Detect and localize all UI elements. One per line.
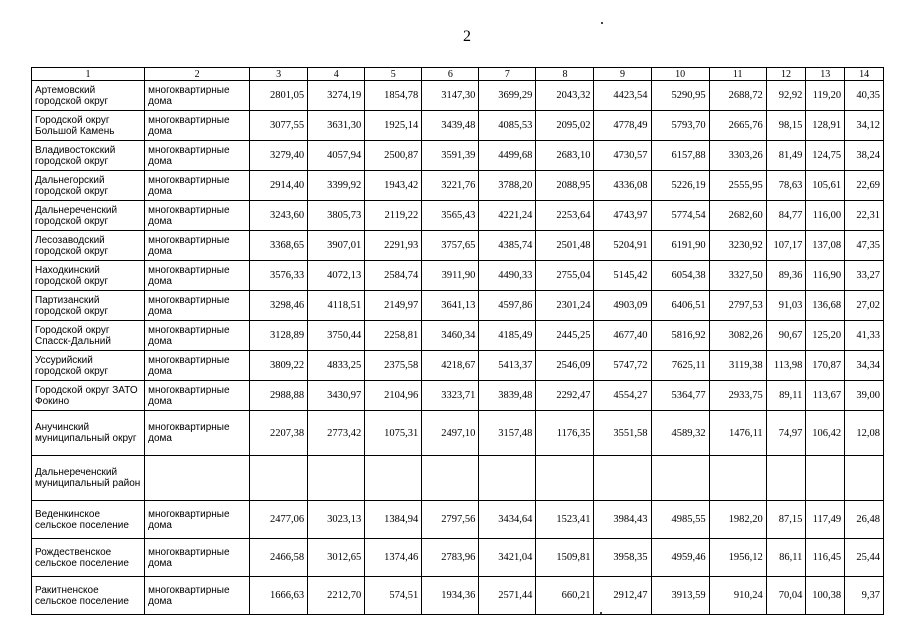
table-row <box>32 171 884 201</box>
value-cell-col-13: 116,45 <box>806 539 845 577</box>
value-cell-col-9: 5747,72 <box>594 351 651 381</box>
value-cell-col-6: 1934,36 <box>422 577 479 615</box>
value-cell-col-10: 4959,46 <box>651 539 709 577</box>
value-cell-col-14: 9,37 <box>845 577 884 615</box>
value-cell-col-6: 3147,30 <box>422 81 479 111</box>
value-cell-col-7: 4490,33 <box>479 261 536 291</box>
value-cell-col-5: 1943,42 <box>365 171 422 201</box>
value-cell-col-6: 3221,76 <box>422 171 479 201</box>
value-cell-col-11: 3119,38 <box>709 351 766 381</box>
housing-type: многоквартирные дома <box>145 111 250 141</box>
housing-type <box>145 456 250 501</box>
value-cell-col-3: 3243,60 <box>250 201 308 231</box>
value-cell-col-4: 2212,70 <box>308 577 365 615</box>
value-cell-col-9 <box>594 456 651 501</box>
value-cell-col-3: 2466,58 <box>250 539 308 577</box>
value-cell-col-10: 6406,51 <box>651 291 709 321</box>
value-cell-col-14: 25,44 <box>845 539 884 577</box>
table-row <box>32 577 884 615</box>
value-cell-col-11: 1982,20 <box>709 501 766 539</box>
housing-type: многоквартирные дома <box>145 291 250 321</box>
value-cell-col-4: 3750,44 <box>308 321 365 351</box>
value-cell-col-9: 4677,40 <box>594 321 651 351</box>
value-cell-col-8: 2301,24 <box>536 291 594 321</box>
municipality-name: Владивостокский городской округ <box>32 141 145 171</box>
municipality-name: Городской округ ЗАТО Фокино <box>32 381 145 411</box>
value-cell-col-10: 5364,77 <box>651 381 709 411</box>
value-cell-col-10 <box>651 456 709 501</box>
value-cell-col-3: 2914,40 <box>250 171 308 201</box>
value-cell-col-14: 22,31 <box>845 201 884 231</box>
table-row <box>32 231 884 261</box>
value-cell-col-4: 4833,25 <box>308 351 365 381</box>
value-cell-col-12: 70,04 <box>766 577 806 615</box>
value-cell-col-4: 3430,97 <box>308 381 365 411</box>
table-row <box>32 411 884 456</box>
value-cell-col-3: 3298,46 <box>250 291 308 321</box>
value-cell-col-6: 4218,67 <box>422 351 479 381</box>
municipality-name: Веденкинское сельское поселение <box>32 501 145 539</box>
tariff-table <box>31 67 884 615</box>
value-cell-col-4: 3399,92 <box>308 171 365 201</box>
value-cell-col-4: 3023,13 <box>308 501 365 539</box>
value-cell-col-4: 4072,13 <box>308 261 365 291</box>
housing-type: многоквартирные дома <box>145 577 250 615</box>
value-cell-col-9: 2912,47 <box>594 577 651 615</box>
housing-type: многоквартирные дома <box>145 81 250 111</box>
column-header-8: 8 <box>536 68 594 81</box>
value-cell-col-9: 4743,97 <box>594 201 651 231</box>
municipality-name: Лесозаводский городской округ <box>32 231 145 261</box>
table-row <box>32 201 884 231</box>
value-cell-col-12: 87,15 <box>766 501 806 539</box>
value-cell-col-14: 26,48 <box>845 501 884 539</box>
housing-type: многоквартирные дома <box>145 539 250 577</box>
value-cell-col-9: 5145,42 <box>594 261 651 291</box>
value-cell-col-3: 2477,06 <box>250 501 308 539</box>
value-cell-col-6: 3757,65 <box>422 231 479 261</box>
table-row <box>32 261 884 291</box>
value-cell-col-13: 170,87 <box>806 351 845 381</box>
value-cell-col-10: 5774,54 <box>651 201 709 231</box>
value-cell-col-6: 3565,43 <box>422 201 479 231</box>
column-header-2: 2 <box>145 68 250 81</box>
value-cell-col-14: 40,35 <box>845 81 884 111</box>
value-cell-col-10: 6191,90 <box>651 231 709 261</box>
value-cell-col-7: 3788,20 <box>479 171 536 201</box>
value-cell-col-4 <box>308 456 365 501</box>
value-cell-col-3: 2801,05 <box>250 81 308 111</box>
value-cell-col-6 <box>422 456 479 501</box>
value-cell-col-7: 3839,48 <box>479 381 536 411</box>
value-cell-col-3 <box>250 456 308 501</box>
housing-type: многоквартирные дома <box>145 141 250 171</box>
table-row <box>32 291 884 321</box>
value-cell-col-11: 2555,95 <box>709 171 766 201</box>
column-header-11: 11 <box>709 68 766 81</box>
value-cell-col-8: 2501,48 <box>536 231 594 261</box>
value-cell-col-13 <box>806 456 845 501</box>
value-cell-col-13: 100,38 <box>806 577 845 615</box>
value-cell-col-8: 1176,35 <box>536 411 594 456</box>
value-cell-col-10: 5793,70 <box>651 111 709 141</box>
table-row <box>32 81 884 111</box>
value-cell-col-11: 1476,11 <box>709 411 766 456</box>
value-cell-col-6: 3591,39 <box>422 141 479 171</box>
value-cell-col-10: 6054,38 <box>651 261 709 291</box>
value-cell-col-6: 3641,13 <box>422 291 479 321</box>
column-header-6: 6 <box>422 68 479 81</box>
table-row <box>32 381 884 411</box>
page-number: 2 <box>463 28 471 45</box>
value-cell-col-12: 98,15 <box>766 111 806 141</box>
value-cell-col-7: 5413,37 <box>479 351 536 381</box>
value-cell-col-8: 1523,41 <box>536 501 594 539</box>
value-cell-col-9: 4778,49 <box>594 111 651 141</box>
value-cell-col-11: 3327,50 <box>709 261 766 291</box>
value-cell-col-14: 38,24 <box>845 141 884 171</box>
table-row <box>32 111 884 141</box>
table-row <box>32 501 884 539</box>
value-cell-col-7: 3421,04 <box>479 539 536 577</box>
table-row <box>32 539 884 577</box>
housing-type: многоквартирные дома <box>145 381 250 411</box>
value-cell-col-12: 113,98 <box>766 351 806 381</box>
value-cell-col-5: 1384,94 <box>365 501 422 539</box>
value-cell-col-11: 2688,72 <box>709 81 766 111</box>
value-cell-col-3: 2988,88 <box>250 381 308 411</box>
municipality-name: Уссурийский городской округ <box>32 351 145 381</box>
value-cell-col-14: 47,35 <box>845 231 884 261</box>
municipality-name: Дальнегорский городской округ <box>32 171 145 201</box>
municipality-name: Рождественское сельское поселение <box>32 539 145 577</box>
value-cell-col-13: 117,49 <box>806 501 845 539</box>
value-cell-col-5: 2584,74 <box>365 261 422 291</box>
value-cell-col-7: 4221,24 <box>479 201 536 231</box>
value-cell-col-14: 27,02 <box>845 291 884 321</box>
value-cell-col-12: 89,36 <box>766 261 806 291</box>
value-cell-col-5: 1075,31 <box>365 411 422 456</box>
value-cell-col-9: 4423,54 <box>594 81 651 111</box>
table-row <box>32 351 884 381</box>
value-cell-col-13: 128,91 <box>806 111 845 141</box>
value-cell-col-12: 78,63 <box>766 171 806 201</box>
value-cell-col-3: 3279,40 <box>250 141 308 171</box>
value-cell-col-13: 116,00 <box>806 201 845 231</box>
value-cell-col-9: 4336,08 <box>594 171 651 201</box>
value-cell-col-12: 84,77 <box>766 201 806 231</box>
value-cell-col-4: 3274,19 <box>308 81 365 111</box>
value-cell-col-12: 89,11 <box>766 381 806 411</box>
column-header-7: 7 <box>479 68 536 81</box>
value-cell-col-13: 106,42 <box>806 411 845 456</box>
value-cell-col-9: 4730,57 <box>594 141 651 171</box>
value-cell-col-4: 3631,30 <box>308 111 365 141</box>
housing-type: многоквартирные дома <box>145 501 250 539</box>
housing-type: многоквартирные дома <box>145 261 250 291</box>
scan-speck <box>601 22 603 24</box>
value-cell-col-11: 3230,92 <box>709 231 766 261</box>
table-body <box>32 81 884 615</box>
value-cell-col-8: 2683,10 <box>536 141 594 171</box>
value-cell-col-4: 3012,65 <box>308 539 365 577</box>
value-cell-col-14: 22,69 <box>845 171 884 201</box>
value-cell-col-13: 124,75 <box>806 141 845 171</box>
value-cell-col-3: 2207,38 <box>250 411 308 456</box>
value-cell-col-11: 2933,75 <box>709 381 766 411</box>
value-cell-col-14: 41,33 <box>845 321 884 351</box>
housing-type: многоквартирные дома <box>145 411 250 456</box>
municipality-name: Партизанский городской округ <box>32 291 145 321</box>
column-header-13: 13 <box>806 68 845 81</box>
value-cell-col-14 <box>845 456 884 501</box>
value-cell-col-10: 5226,19 <box>651 171 709 201</box>
municipality-name: Артемовский городской округ <box>32 81 145 111</box>
value-cell-col-12 <box>766 456 806 501</box>
value-cell-col-3: 1666,63 <box>250 577 308 615</box>
column-header-10: 10 <box>651 68 709 81</box>
value-cell-col-6: 2783,96 <box>422 539 479 577</box>
value-cell-col-7: 2571,44 <box>479 577 536 615</box>
value-cell-col-6: 3460,34 <box>422 321 479 351</box>
value-cell-col-14: 12,08 <box>845 411 884 456</box>
table-row <box>32 456 884 501</box>
value-cell-col-8: 2445,25 <box>536 321 594 351</box>
value-cell-col-10: 4589,32 <box>651 411 709 456</box>
value-cell-col-6: 2797,56 <box>422 501 479 539</box>
value-cell-col-6: 3911,90 <box>422 261 479 291</box>
table-row <box>32 321 884 351</box>
value-cell-col-12: 86,11 <box>766 539 806 577</box>
value-cell-col-7: 4597,86 <box>479 291 536 321</box>
value-cell-col-12: 74,97 <box>766 411 806 456</box>
value-cell-col-3: 3368,65 <box>250 231 308 261</box>
housing-type: многоквартирные дома <box>145 321 250 351</box>
column-header-9: 9 <box>594 68 651 81</box>
value-cell-col-7: 3157,48 <box>479 411 536 456</box>
value-cell-col-3: 3128,89 <box>250 321 308 351</box>
value-cell-col-5: 1374,46 <box>365 539 422 577</box>
value-cell-col-5: 1854,78 <box>365 81 422 111</box>
value-cell-col-11 <box>709 456 766 501</box>
value-cell-col-8: 2755,04 <box>536 261 594 291</box>
value-cell-col-14: 34,34 <box>845 351 884 381</box>
value-cell-col-9: 4554,27 <box>594 381 651 411</box>
value-cell-col-4: 3805,73 <box>308 201 365 231</box>
value-cell-col-8 <box>536 456 594 501</box>
municipality-name: Городской округ Большой Камень <box>32 111 145 141</box>
value-cell-col-10: 6157,88 <box>651 141 709 171</box>
value-cell-col-13: 116,90 <box>806 261 845 291</box>
value-cell-col-5: 574,51 <box>365 577 422 615</box>
value-cell-col-4: 4057,94 <box>308 141 365 171</box>
value-cell-col-6: 3439,48 <box>422 111 479 141</box>
column-header-1: 1 <box>32 68 145 81</box>
housing-type: многоквартирные дома <box>145 201 250 231</box>
table-row <box>32 141 884 171</box>
column-header-14: 14 <box>845 68 884 81</box>
value-cell-col-8: 2546,09 <box>536 351 594 381</box>
value-cell-col-11: 2797,53 <box>709 291 766 321</box>
value-cell-col-4: 4118,51 <box>308 291 365 321</box>
municipality-name: Анучинский муниципальный округ <box>32 411 145 456</box>
value-cell-col-8: 2253,64 <box>536 201 594 231</box>
value-cell-col-13: 137,08 <box>806 231 845 261</box>
value-cell-col-9: 5204,91 <box>594 231 651 261</box>
value-cell-col-13: 125,20 <box>806 321 845 351</box>
value-cell-col-11: 2682,60 <box>709 201 766 231</box>
column-header-3: 3 <box>250 68 308 81</box>
value-cell-col-4: 3907,01 <box>308 231 365 261</box>
value-cell-col-10: 7625,11 <box>651 351 709 381</box>
value-cell-col-3: 3809,22 <box>250 351 308 381</box>
municipality-name: Находкинский городской округ <box>32 261 145 291</box>
value-cell-col-8: 2088,95 <box>536 171 594 201</box>
value-cell-col-12: 107,17 <box>766 231 806 261</box>
value-cell-col-6: 2497,10 <box>422 411 479 456</box>
value-cell-col-7: 4185,49 <box>479 321 536 351</box>
value-cell-col-7 <box>479 456 536 501</box>
value-cell-col-11: 3082,26 <box>709 321 766 351</box>
value-cell-col-14: 34,12 <box>845 111 884 141</box>
value-cell-col-9: 3551,58 <box>594 411 651 456</box>
value-cell-col-11: 910,24 <box>709 577 766 615</box>
value-cell-col-7: 4499,68 <box>479 141 536 171</box>
value-cell-col-13: 136,68 <box>806 291 845 321</box>
value-cell-col-9: 3984,43 <box>594 501 651 539</box>
value-cell-col-7: 3434,64 <box>479 501 536 539</box>
housing-type: многоквартирные дома <box>145 351 250 381</box>
value-cell-col-7: 3699,29 <box>479 81 536 111</box>
column-header-12: 12 <box>766 68 806 81</box>
value-cell-col-11: 2665,76 <box>709 111 766 141</box>
value-cell-col-7: 4385,74 <box>479 231 536 261</box>
value-cell-col-5: 2104,96 <box>365 381 422 411</box>
value-cell-col-14: 39,00 <box>845 381 884 411</box>
value-cell-col-8: 2043,32 <box>536 81 594 111</box>
value-cell-col-11: 1956,12 <box>709 539 766 577</box>
municipality-name: Городской округ Спасск-Дальний <box>32 321 145 351</box>
value-cell-col-6: 3323,71 <box>422 381 479 411</box>
value-cell-col-8: 2095,02 <box>536 111 594 141</box>
value-cell-col-12: 92,92 <box>766 81 806 111</box>
value-cell-col-13: 119,20 <box>806 81 845 111</box>
value-cell-col-5: 2375,58 <box>365 351 422 381</box>
value-cell-col-7: 4085,53 <box>479 111 536 141</box>
value-cell-col-13: 113,67 <box>806 381 845 411</box>
value-cell-col-10: 4985,55 <box>651 501 709 539</box>
housing-type: многоквартирные дома <box>145 231 250 261</box>
value-cell-col-5: 2119,22 <box>365 201 422 231</box>
value-cell-col-8: 2292,47 <box>536 381 594 411</box>
value-cell-col-8: 660,21 <box>536 577 594 615</box>
value-cell-col-5: 1925,14 <box>365 111 422 141</box>
value-cell-col-3: 3576,33 <box>250 261 308 291</box>
value-cell-col-5: 2500,87 <box>365 141 422 171</box>
value-cell-col-9: 4903,09 <box>594 291 651 321</box>
value-cell-col-5 <box>365 456 422 501</box>
value-cell-col-5: 2258,81 <box>365 321 422 351</box>
value-cell-col-9: 3958,35 <box>594 539 651 577</box>
column-header-5: 5 <box>365 68 422 81</box>
value-cell-col-12: 81,49 <box>766 141 806 171</box>
column-header-4: 4 <box>308 68 365 81</box>
value-cell-col-5: 2291,93 <box>365 231 422 261</box>
value-cell-col-4: 2773,42 <box>308 411 365 456</box>
value-cell-col-11: 3303,26 <box>709 141 766 171</box>
value-cell-col-5: 2149,97 <box>365 291 422 321</box>
value-cell-col-12: 90,67 <box>766 321 806 351</box>
value-cell-col-13: 105,61 <box>806 171 845 201</box>
value-cell-col-10: 3913,59 <box>651 577 709 615</box>
value-cell-col-3: 3077,55 <box>250 111 308 141</box>
municipality-name: Дальнереченский городской округ <box>32 201 145 231</box>
value-cell-col-12: 91,03 <box>766 291 806 321</box>
housing-type: многоквартирные дома <box>145 171 250 201</box>
municipality-name: Дальнереченский муниципальный район <box>32 456 145 501</box>
value-cell-col-8: 1509,81 <box>536 539 594 577</box>
value-cell-col-14: 33,27 <box>845 261 884 291</box>
municipality-name: Ракитненское сельское поселение <box>32 577 145 615</box>
value-cell-col-10: 5816,92 <box>651 321 709 351</box>
header-row <box>32 68 884 81</box>
value-cell-col-10: 5290,95 <box>651 81 709 111</box>
